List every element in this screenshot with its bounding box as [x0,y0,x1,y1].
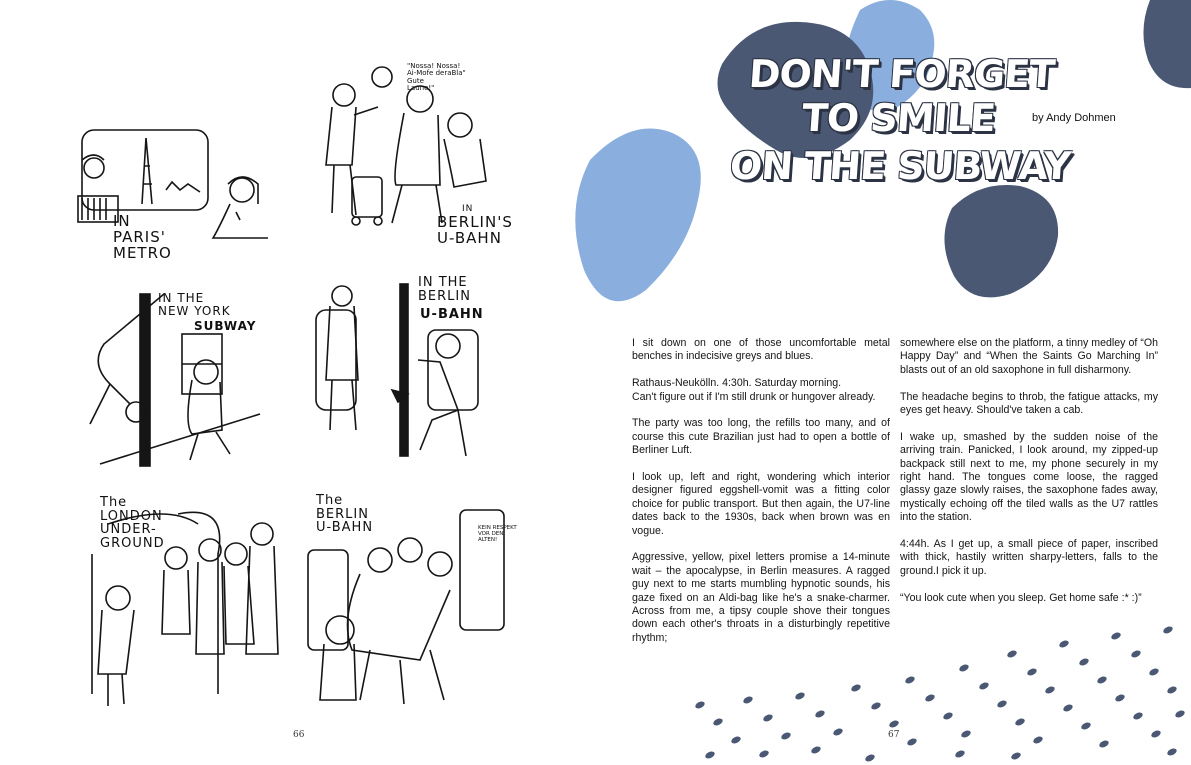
caption-london-underground: The LONDON UNDER- GROUND [100,495,165,551]
caption-berlins-ubahn: BERLIN'S U-BAHN [437,213,513,247]
panel-berlin-ubahn-3 [300,490,517,715]
paragraph: The party was too long, the refills too many, and of course this cute Brazilian just had to open a bottle of Berliner Luft. [632,417,890,457]
speech-bubble-nossa: "Nossa! Nossa! Ai-Mofe deraBla" Gute Laune!" [407,62,466,93]
article-title [720,52,1080,188]
paragraph: Aggressive, yellow, pixel letters promise a 14-minute wait – the apocalypse, in Berlin measures. A ragged guy next to me starts mumbling hypnotic sounds, his gaze fixed on an Aldi-bag like he's a snake-charmer. Across from me, a tipsy couple shove their tongues down each other's throats in a disturbingly repetitive rhythm; [632,551,890,644]
page-number-right: 67 [888,730,900,740]
left-page-comics [0,0,560,765]
paragraph: 4:44h. As I get up, a small piece of paper, inscribed with thick, hastily written sharpy-letters, falls to the ground.I pick it up. [900,538,1158,577]
text-column-1 [632,337,890,659]
page-number-left: 66 [293,730,305,740]
paragraph: “You look cute when you sleep. Get home safe :* :)” [900,591,1142,604]
paris-illustration [68,120,278,265]
panel-new-york-subway [80,284,290,474]
paragraph: somewhere else on the platform, a tinny medley of “Oh Happy Day” and “When the Saints Go Marching In” blasts out of an old saxophone in full disharmony. [900,337,1158,376]
title-line-1: DON'T FORGET TO SMILE [747,52,1056,140]
panel-berlins-ubahn [312,55,512,255]
caption-berlin1-in: IN [462,204,474,214]
paragraph: Rathaus-Neukölln. 4:30h. Saturday morning. Can't figure out if I'm still drunk or hungover already. [632,377,876,403]
caption-berlin3: The BERLIN U-BAHN [316,493,374,536]
caption-paris-metro: IN PARIS' METRO [113,212,172,262]
paragraph: I look up, left and right, wondering which interior designer figured eggshell-vomit was a fitting color choice for public transport. But then again, the U7-line dates back to the 1930s, back when brown was en vogue. [632,471,890,537]
caption-berlin2-a: IN THE BERLIN [418,275,471,304]
berlin-ubahn-2-illustration [308,270,508,470]
paragraph: The headache begins to throb, the fatigue attacks, my eyes get heavy. Should've taken a cab. [900,390,1158,417]
right-page-article [560,0,1191,765]
panel-london-underground [78,494,288,714]
caption-new-york: IN THE NEW YORK [158,291,231,318]
byline: by Andy Dohmen [1032,112,1116,124]
paragraph: I wake up, smashed by the sudden noise of the arriving train. Panicked, I look around, my zipped-up backpack still next to me, my phone securely in my right hand. The tongues come loose, the ragged glassy gaze slowly raises, the saxophone fades away, mystically echoing off the tiled walls as the U7 rattles into the station. [900,430,1158,524]
title-line-2: ON THE SUBWAY [728,144,1072,188]
panel-paris-metro [68,120,278,265]
speech-bubble-kein-respekt: KEIN RESPEKT VOR DEN ALTEN! [478,525,517,543]
caption-berlin2-b: U-BAHN [420,307,484,322]
paragraph: I sit down on one of those uncomfortable metal benches in indecisive greys and blues. [632,337,890,363]
text-column-2 [900,337,1158,618]
panel-berlin-ubahn-2 [308,270,508,470]
caption-subway: SUBWAY [194,319,257,333]
